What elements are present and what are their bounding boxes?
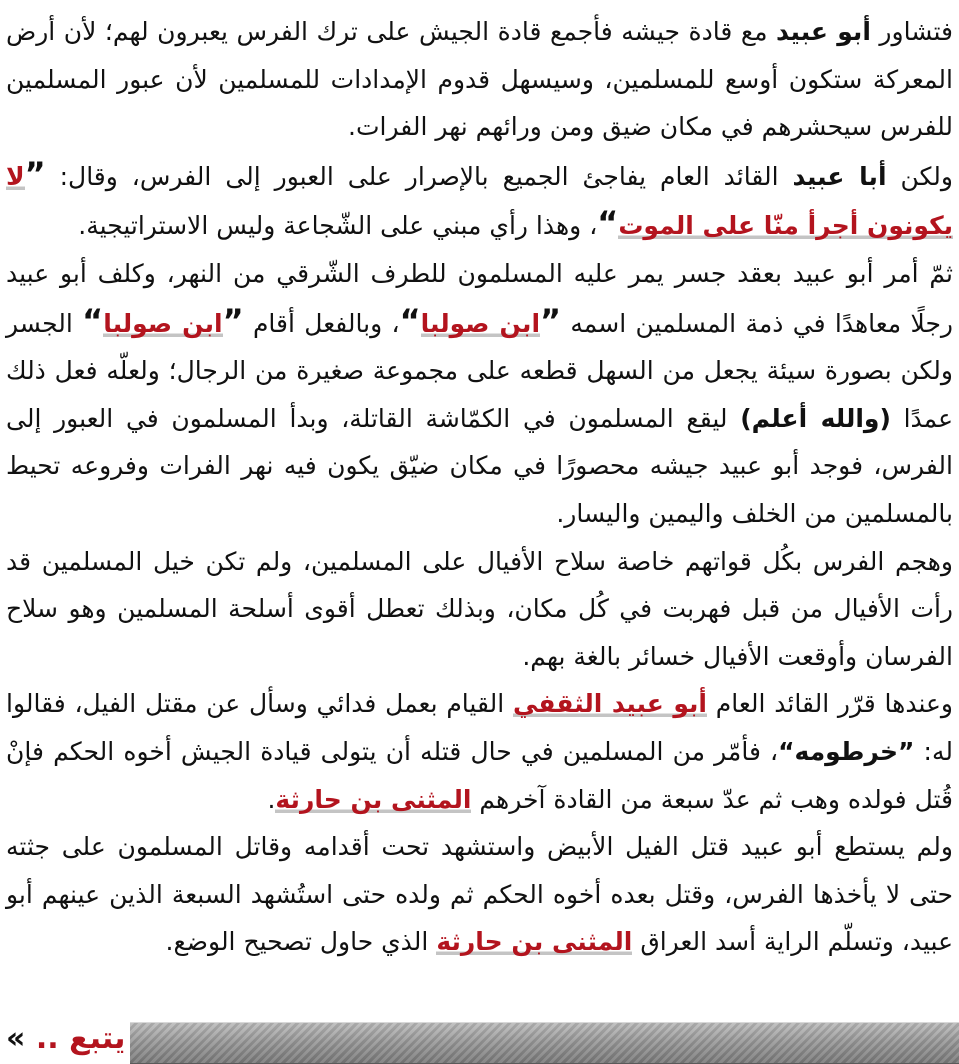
paragraph-3-text-c: الجسر ولكن بصورة سيئة يجعل من السهل قطعه على مجموعة صغيرة من الرجال؛ ولعلّه فعل ذلك عمدًا: [6, 308, 954, 433]
paragraph-5: [6, 680, 953, 823]
allah-knows-best: (والله أعلم): [740, 403, 891, 433]
paragraph-5-text-c: ، فأمّر من المسلمين في حال قتله أن يتولى قيادة الجيش أخوه الحكم فإنْ قُتل فولده وهب ثم عدّ سبعة من القادة آخرهم: [6, 736, 953, 814]
paragraph-2-text-b: القائد العام يفاجئ الجميع بالإصرار على العبور إلى الفرس، وقال:: [45, 161, 793, 191]
follow-label: يتبع ..: [35, 1021, 126, 1056]
follow-indicator: [6, 1016, 125, 1062]
paragraph-2: [6, 151, 953, 250]
quote-close-mark: “: [597, 204, 619, 243]
paragraph-2-text-c: ، وهذا رأي مبني على الشّجاعة وليس الاستراتيجية.: [78, 211, 598, 241]
name-ibn-sulba-first: ابن صولبا: [420, 308, 541, 338]
quote-open-mark: ”: [24, 154, 46, 193]
name-abu-ubaid: أبو عبيد: [776, 17, 871, 46]
paragraph-6-text-b: الذي حاول تصحيح الوضع.: [165, 927, 437, 957]
article-body: [6, 8, 953, 966]
word-khurtum: ”خرطومه“: [778, 736, 915, 766]
paragraph-1-text-a: فتشاور: [870, 17, 953, 46]
paragraph-1: [6, 8, 953, 151]
highlighted-quote: لا يكونون أجرأ منّا على الموت: [6, 161, 953, 241]
quote-close-mark: “: [399, 301, 421, 340]
name-muthanna-first: المثنى بن حارثة: [275, 784, 472, 814]
paragraph-4-text: وهجم الفرس بكُل قواتهم خاصة سلاح الأفيال على المسلمين، ولم تكن خيل المسلمين قد رأت الأفيال من قبل فهربت في كُل مكان، وبذلك تعطل أقوى أسلحة المسلمين وهو سلاح الفرسان وأوقعت الأفيال خسائر بالغة بهم.: [6, 546, 953, 671]
name-abu-ubaid-thaqafi: أبو عبيد الثقفي: [512, 689, 707, 719]
paragraph-2-text-a: ولكن: [886, 161, 953, 191]
name-muthanna-second: المثنى بن حارثة: [436, 927, 633, 957]
paragraph-4: [6, 538, 953, 681]
quote-open-mark: ”: [222, 301, 244, 340]
paragraph-1-text-b: مع قادة جيشه فأجمع قادة الجيش على ترك الفرس يعبرون لهم؛ لأن أرض المعركة ستكون أوسع للمسلمين، وسيسهل قدوم الإمدادات للمسلمين لأن عبور المسلمين للفرس سيحشرهم في مكان ضيق ومن ورائهم نهر الفرات.: [6, 17, 953, 142]
paragraph-5-text-b: القيام بعمل فدائي وسأل عن مقتل الفيل، فقالوا له:: [6, 689, 953, 766]
double-chevron-left-icon: «: [6, 1021, 26, 1056]
quote-close-mark: “: [82, 301, 104, 340]
paragraph-3: [6, 250, 953, 538]
paragraph-3-text-a: ثمّ أمر أبو عبيد بعقد جسر يمر عليه المسلمون للطرف الشّرقي من النهر، وكلف أبو عبيد رجلًا معاهدًا في ذمة المسلمين اسمه: [6, 258, 953, 338]
paragraph-6: [6, 823, 953, 966]
name-aba-ubaid: أبا عبيد: [792, 161, 887, 191]
footer-decorative-bar: [130, 1022, 959, 1064]
paragraph-3-text-d: ليقع المسلمون في الكمّاشة القاتلة، وبدأ المسلمون في العبور إلى الفرس، فوجد أبو عبيد جيشه محصورًا في مكان ضيّق يكون فيه نهر الفرات وفروعه تحيط بالمسلمين من الخلف واليمين واليسار.: [6, 403, 953, 528]
paragraph-5-text-d: .: [267, 784, 276, 814]
name-ibn-sulba-second: ابن صولبا: [103, 308, 223, 338]
paragraph-5-text-a: وعندها قرّر القائد العام: [707, 689, 953, 719]
paragraph-6-text-a: ولم يستطع أبو عبيد قتل الفيل الأبيض واستشهد تحت أقدامه وقاتل المسلمون على جثته حتى لا يأخذها الفرس، وقتل بعده أخوه الحكم ثم ولده حتى استُشهد السبعة الذين عينهم أبو عبيد، وتسلّم الراية أسد العراق: [6, 832, 953, 957]
paragraph-3-text-b: ، وبالفعل أقام: [243, 308, 400, 338]
quote-open-mark: ”: [540, 301, 562, 340]
